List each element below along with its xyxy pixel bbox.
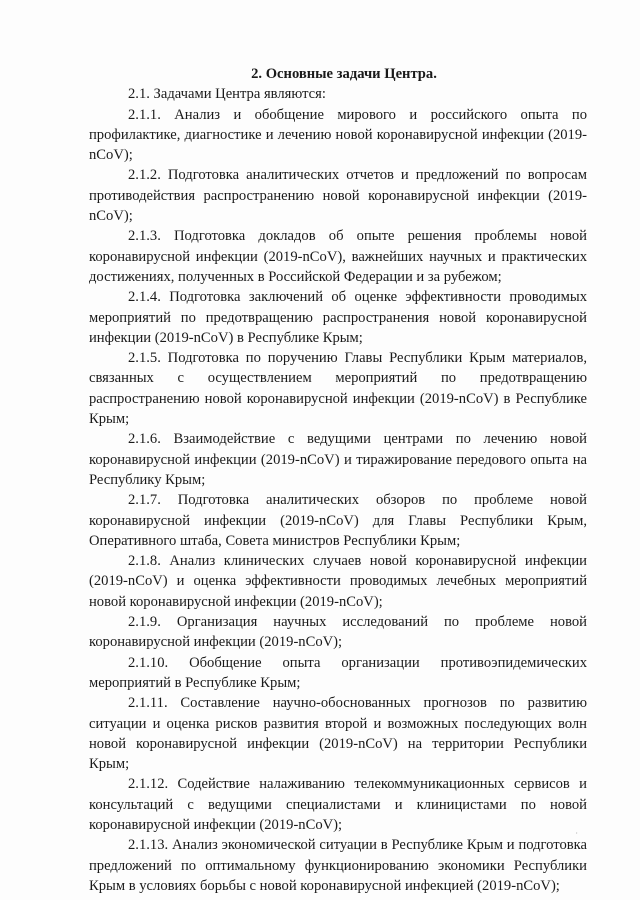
task-item-2-1-6: 2.1.6. Взаимодействие с ведущими центрами по лечению новой коронавирусной инфекции (2019-nCoV) и тиражирование передового опыта на Республику Крым; [89,431,587,488]
task-item-2-1-1: 2.1.1. Анализ и обобщение мирового и российского опыта по профилактике, диагностике и лечению новой коронавирусной инфекции (2019-nCoV); [89,106,587,164]
section-intro: 2.1. Задачами Центра являются: [128,86,326,103]
task-item-2-1-12: 2.1.12. Содействие налаживанию телекоммуникационных сервисов и консультаций с ведущими специалистами и клиницистами по новой коронавирусной инфекции (2019-nCoV); [89,776,587,833]
scan-speck: · [575,829,578,838]
task-item-2-1-2: 2.1.2. Подготовка аналитических отчетов и предложений по вопросам противодействия распространению новой коронавирусной инфекции (2019-nCoV); [89,167,587,225]
task-item-2-1-4: 2.1.4. Подготовка заключений об оценке эффективности проводимых мероприятий по предотвращению распространения новой коронавирусной инфекции (2019-nCoV) в Республике Крым; [89,289,587,346]
task-item-2-1-5: 2.1.5. Подготовка по поручению Главы Республики Крым материалов, связанных с осуществлением мероприятий по предотвращению распространению новой коронавирусной инфекции (2019-nCoV) в Республике Крым; [89,350,587,428]
task-item-2-1-9: 2.1.9. Организация научных исследований по проблеме новой коронавирусной инфекции (2019-nCoV); [89,614,587,651]
task-item-2-1-8: 2.1.8. Анализ клинических случаев новой коронавирусной инфекции (2019-nCoV) и оценка эффективности проводимых лечебных мероприятий новой коронавирусной инфекции (2019-nCoV); [89,553,587,610]
task-item-2-1-11: 2.1.11. Составление научно-обоснованных прогнозов по развитию ситуации и оценка рисков развития второй и возможных последующих волн новой коронавирусной инфекции (2019-nCoV) на территории Республики Крым; [89,695,587,773]
section-heading: 2. Основные задачи Центра. [251,66,437,82]
document-body [89,64,587,896]
task-item-2-1-13: 2.1.13. Анализ экономической ситуации в Республике Крым и подготовка предложений по оптимальному функционированию экономики Республики Крым в условиях борьбы с новой коронавирусной инфекцией (2019-nCoV); [89,837,587,894]
task-item-2-1-3: 2.1.3. Подготовка докладов об опыте решения проблемы новой коронавирусной инфекции (2019-nCoV), важнейших научных и практических достижениях, полученных в Российской Федерации и за рубежом; [89,228,587,285]
task-item-2-1-7: 2.1.7. Подготовка аналитических обзоров по проблеме новой коронавирусной инфекции (2019-nCoV) для Главы Республики Крым, Оперативного штаба, Совета министров Республики Крым; [89,492,587,549]
task-item-2-1-10: 2.1.10. Обобщение опыта организации противоэпидемических мероприятий в Республике Крым; [89,654,587,691]
